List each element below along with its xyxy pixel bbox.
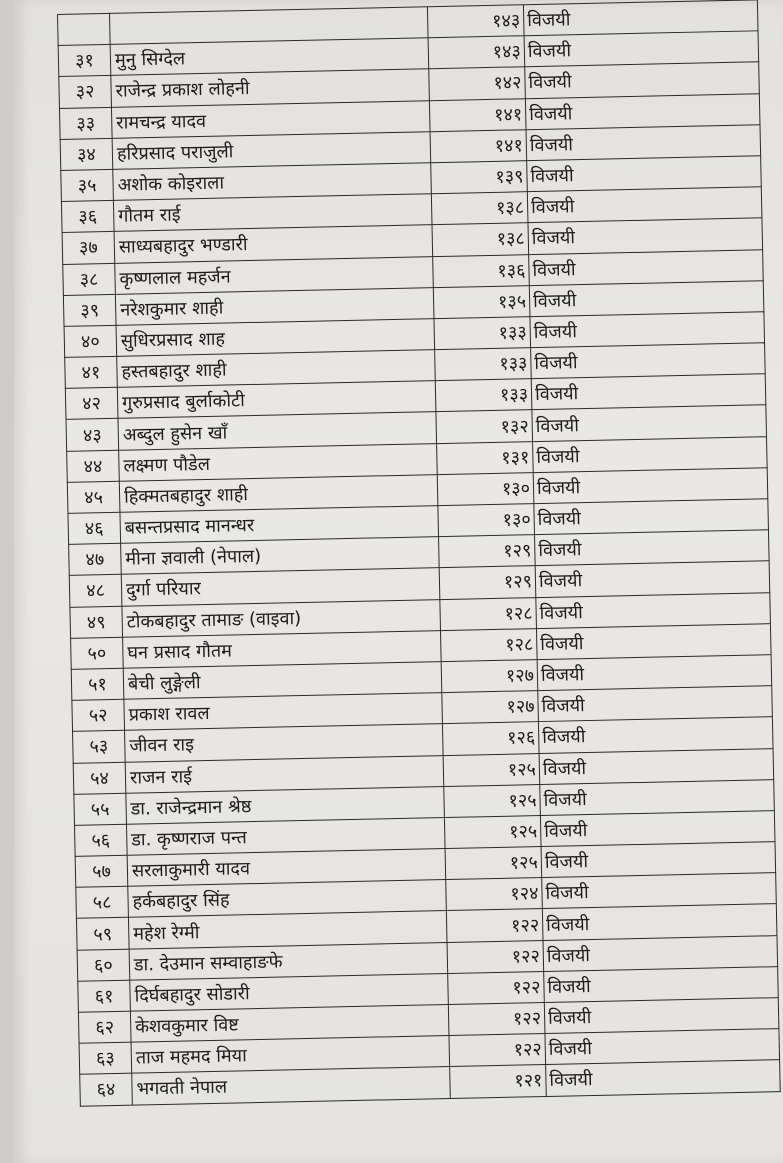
result-status-cell: विजयी — [546, 1060, 781, 1096]
vote-count-cell: १२२ — [447, 940, 544, 973]
candidate-name-cell: हर्कबहादुर सिंह — [128, 880, 447, 918]
vote-count-cell: १२९ — [439, 566, 536, 599]
candidate-name-cell: गुरुप्रसाद बुर्लाकोटी — [117, 381, 436, 419]
vote-count-cell: १२७ — [442, 691, 539, 724]
serial-number-cell — [58, 13, 111, 45]
candidate-name-cell: भगवती नेपाल — [132, 1067, 451, 1105]
serial-number-cell: ४३ — [66, 419, 119, 451]
candidate-name-cell: मीना ज्ञवाली (नेपाल) — [121, 537, 440, 575]
candidate-name-cell: केशवकुमार विष्ट — [130, 1005, 449, 1043]
serial-number-cell: ४५ — [67, 481, 120, 513]
serial-number-cell: ४१ — [65, 356, 118, 388]
result-status-cell: विजयी — [533, 436, 768, 472]
serial-number-cell: ३६ — [61, 200, 114, 232]
result-status-cell: विजयी — [533, 468, 768, 504]
result-status-cell: विजयी — [528, 218, 763, 254]
vote-count-cell: १३८ — [432, 223, 529, 256]
candidate-name-cell: साध्यबहादुर भण्डारी — [114, 225, 433, 263]
result-status-cell: विजयी — [525, 62, 760, 98]
result-status-cell: विजयी — [540, 811, 775, 847]
candidate-name-cell: घन प्रसाद गौतम — [123, 630, 442, 668]
candidate-name-cell: दुर्गा परियार — [121, 568, 440, 606]
serial-number-cell: ५२ — [72, 699, 125, 731]
result-status-cell: विजयी — [525, 93, 760, 129]
vote-count-cell: १४१ — [429, 98, 526, 131]
vote-count-cell: १२२ — [446, 909, 543, 942]
serial-number-cell: ३२ — [59, 76, 112, 108]
vote-count-cell: १२५ — [444, 784, 541, 817]
candidate-name-cell: ताज महमद मिया — [131, 1036, 450, 1074]
serial-number-cell: ३९ — [63, 294, 116, 326]
serial-number-cell: ४० — [64, 325, 117, 357]
serial-number-cell: ६१ — [78, 980, 131, 1012]
serial-number-cell: ५३ — [73, 731, 126, 763]
paper-sheet — [14, 0, 783, 1163]
vote-count-cell: १२७ — [441, 660, 538, 693]
vote-count-cell: १३५ — [433, 285, 530, 318]
vote-count-cell: १२८ — [440, 597, 537, 630]
serial-number-cell: ४२ — [65, 388, 118, 420]
result-status-cell: विजयी — [540, 779, 775, 815]
candidate-name-cell: बसन्तप्रसाद मानन्धर — [120, 506, 439, 544]
vote-count-cell: १३९ — [431, 161, 528, 194]
result-status-cell: विजयी — [538, 717, 773, 753]
candidate-name-cell: राजन राई — [125, 755, 444, 793]
results-table — [57, 0, 781, 1106]
vote-count-cell: १३३ — [435, 348, 532, 381]
result-status-cell: विजयी — [544, 998, 779, 1034]
result-status-cell: विजयी — [527, 187, 762, 223]
vote-count-cell: १२९ — [439, 535, 536, 568]
vote-count-cell: १२६ — [442, 722, 539, 755]
candidate-name-cell: सरलाकुमारी यादव — [127, 849, 446, 887]
serial-number-cell: ५७ — [75, 855, 128, 887]
candidate-name-cell: डा. कृष्णराज पन्त — [126, 817, 445, 855]
result-status-cell: विजयी — [541, 842, 776, 878]
vote-count-cell: १२१ — [450, 1065, 547, 1098]
candidate-name-cell: अशोक कोइराला — [113, 163, 432, 201]
result-status-cell: विजयी — [536, 623, 771, 659]
candidate-name-cell: नरेशकुमार शाही — [115, 287, 434, 325]
result-status-cell: विजयी — [535, 561, 770, 597]
serial-number-cell: ५५ — [74, 793, 127, 825]
candidate-name-cell: राजेन्द्र प्रकाश लोहनी — [111, 69, 430, 107]
result-status-cell: विजयी — [536, 592, 771, 628]
serial-number-cell: ४७ — [69, 543, 122, 575]
serial-number-cell: ३३ — [59, 107, 112, 139]
serial-number-cell: ४८ — [69, 575, 122, 607]
result-status-cell: विजयी — [544, 966, 779, 1002]
result-status-cell: विजयी — [537, 655, 772, 691]
result-status-cell: विजयी — [538, 686, 773, 722]
vote-count-cell: १४३ — [427, 5, 524, 38]
results-table-wrapper — [57, 0, 780, 1106]
vote-count-cell: १२५ — [444, 815, 541, 848]
candidate-name-cell: दिर्घबहादुर सोडारी — [130, 973, 449, 1011]
result-status-cell: विजयी — [524, 31, 759, 67]
vote-count-cell: १३० — [437, 472, 534, 505]
vote-count-cell: १३६ — [433, 254, 530, 287]
serial-number-cell: ५४ — [73, 762, 126, 794]
serial-number-cell: ३७ — [62, 232, 115, 264]
serial-number-cell: ४४ — [67, 450, 120, 482]
candidate-name-cell: डा. देउमान सम्वाहाङफे — [129, 942, 448, 980]
candidate-name-cell: सुधिरप्रसाद शाह — [116, 319, 435, 357]
result-status-cell: विजयी — [532, 405, 767, 441]
candidate-name-cell: अब्दुल हुसेन खाँ — [118, 412, 437, 450]
serial-number-cell: ४९ — [70, 606, 123, 638]
vote-count-cell: १३३ — [434, 317, 531, 350]
result-status-cell: विजयी — [527, 156, 762, 192]
serial-number-cell: ५१ — [71, 668, 124, 700]
vote-count-cell: १४१ — [430, 129, 527, 162]
vote-count-cell: १४२ — [429, 67, 526, 100]
candidate-name-cell: रामचन्द्र यादव — [111, 100, 430, 138]
vote-count-cell: १२८ — [440, 628, 537, 661]
candidate-name-cell: डा. राजेन्द्रमान श्रेष्ठ — [126, 786, 445, 824]
vote-count-cell: १३१ — [437, 441, 534, 474]
candidate-name-cell: महेश रेग्मी — [128, 911, 447, 949]
serial-number-cell: ६० — [77, 949, 130, 981]
serial-number-cell: ४६ — [68, 512, 121, 544]
serial-number-cell: ५९ — [76, 918, 129, 950]
vote-count-cell: १२२ — [448, 1003, 545, 1036]
candidate-name-cell: लक्ष्मण पौडेल — [119, 443, 438, 481]
result-status-cell: विजयी — [542, 873, 777, 909]
vote-count-cell: १३२ — [436, 410, 533, 443]
result-status-cell: विजयी — [526, 125, 761, 161]
serial-number-cell: ६४ — [80, 1074, 133, 1106]
serial-number-cell: ५८ — [76, 886, 129, 918]
result-status-cell: विजयी — [531, 343, 766, 379]
serial-number-cell: ३८ — [63, 263, 116, 295]
vote-count-cell: १२४ — [446, 878, 543, 911]
vote-count-cell: १३८ — [431, 192, 528, 225]
candidate-name-cell: हस्तबहादुर शाही — [117, 350, 436, 388]
serial-number-cell: ३१ — [58, 45, 111, 77]
result-status-cell: विजयी — [543, 935, 778, 971]
serial-number-cell: ६३ — [79, 1042, 132, 1074]
results-table-body — [58, 0, 781, 1106]
result-status-cell: विजयी — [529, 249, 764, 285]
vote-count-cell: १३३ — [435, 379, 532, 412]
serial-number-cell: ५० — [71, 637, 124, 669]
result-status-cell: विजयी — [535, 530, 770, 566]
serial-number-cell: ५६ — [74, 824, 127, 856]
result-status-cell: विजयी — [534, 499, 769, 535]
result-status-cell: विजयी — [530, 312, 765, 348]
result-status-cell: विजयी — [523, 0, 758, 36]
serial-number-cell: ६२ — [78, 1011, 131, 1043]
candidate-name-cell: कृष्णलाल महर्जन — [115, 256, 434, 294]
vote-count-cell: १२२ — [448, 971, 545, 1004]
vote-count-cell: १४३ — [428, 36, 525, 69]
candidate-name-cell: टोकबहादुर तामाङ (वाइवा) — [122, 599, 441, 637]
result-status-cell: विजयी — [529, 280, 764, 316]
candidate-name-cell: मुनु सिग्देल — [110, 38, 429, 76]
result-status-cell: विजयी — [545, 1029, 780, 1065]
candidate-name-cell: बेची लुङ्गेली — [123, 662, 442, 700]
candidate-name-cell: प्रकाश रावल — [124, 693, 443, 731]
candidate-name-cell: हरिप्रसाद पराजुली — [112, 131, 431, 169]
serial-number-cell: ३५ — [61, 169, 114, 201]
result-status-cell: विजयी — [542, 904, 777, 940]
vote-count-cell: १२२ — [449, 1034, 546, 1067]
result-status-cell: विजयी — [531, 374, 766, 410]
vote-count-cell: १२५ — [443, 753, 540, 786]
result-status-cell: विजयी — [539, 748, 774, 784]
candidate-name-cell: गौतम राई — [113, 194, 432, 232]
serial-number-cell: ३४ — [60, 138, 113, 170]
vote-count-cell: १३० — [438, 504, 535, 537]
vote-count-cell: १२५ — [445, 847, 542, 880]
candidate-name-cell: हिक्मतबहादुर शाही — [119, 474, 438, 512]
candidate-name-cell: जीवन राइ — [125, 724, 444, 762]
